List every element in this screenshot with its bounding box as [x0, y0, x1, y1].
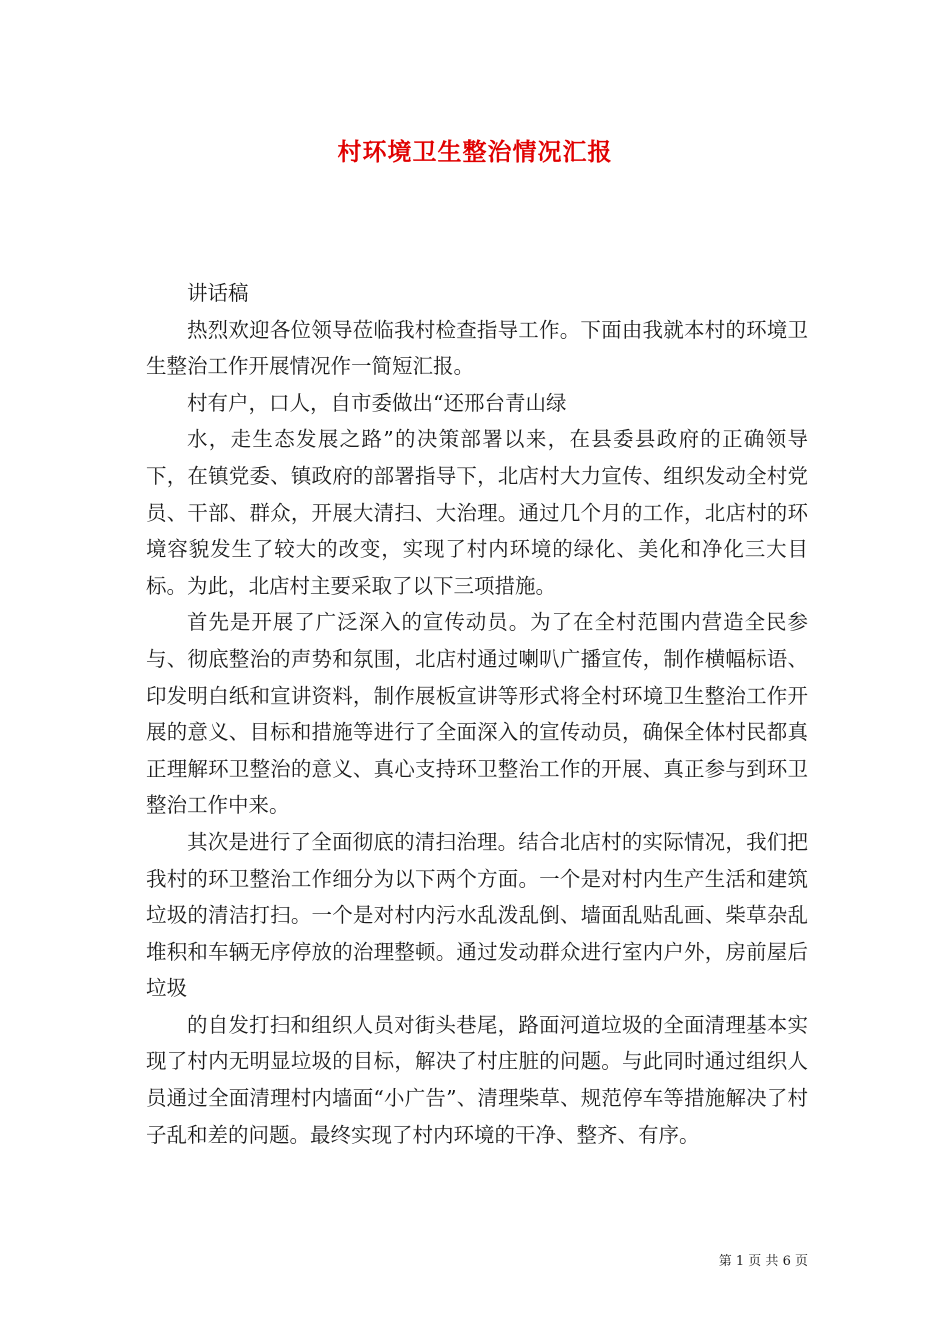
paragraph-results: 的自发打扫和组织人员对街头巷尾，路面河道垃圾的全面清理基本实现了村内无明显垃圾的目标，解决了村庄脏的问题。与此同时通过组织人员通过全面清理村内墙面“小广告”、清理柴草、规范停车等措施解决了村子乱和差的问题。最终实现了村内环境的干净、整齐、有序。	[146, 1012, 808, 1147]
paragraph-policy: 水，走生态发展之路”的决策部署以来，在县委县政府的正确领导下，在镇党委、镇政府的部署指导下，北店村大力宣传、组织发动全村党员、干部、群众，开展大清扫、大治理。通过几个月的工作，北店村的环境容貌发生了较大的改变，实现了村内环境的绿化、美化和净化三大目标。为此，北店村主要采取了以下三项措施。	[146, 427, 808, 598]
paragraph-village-intro: 村有户，口人，自市委做出“还邢台青山绿	[187, 390, 567, 415]
paragraph-speech-label: 讲话稿	[187, 281, 249, 305]
paragraph-publicity: 首先是开展了广泛深入的宣传动员。为了在全村范围内营造全民参与、彻底整治的声势和氛围，北店村通过喇叭广播宣传，制作横幅标语、印发明白纸和宣讲资料，制作展板宣讲等形式将全村环境卫生整治工作开展的意义、目标和措施等进行了全面深入的宣传动员，确保全体村民都真正理解环卫整治的意义、真心支持环卫整治工作的开展、真正参与到环卫整治工作中来。	[146, 610, 808, 818]
total-pages-number: 6	[782, 1254, 791, 1269]
document-body	[146, 275, 808, 1153]
paragraph-cleanup: 其次是进行了全面彻底的清扫治理。结合北店村的实际情况，我们把我村的环卫整治工作细分为以下两个方面。一个是对村内生产生活和建筑垃圾的清洁打扫。一个是对村内污水乱泼乱倒、墙面乱贴乱画、柴草杂乱堆积和车辆无序停放的治理整顿。通过发动群众进行室内户外，房前屋后垃圾	[146, 829, 808, 1001]
page-number-footer	[719, 1250, 808, 1269]
page-prefix: 第	[718, 1254, 732, 1269]
paragraph-welcome: 热烈欢迎各位领导莅临我村检查指导工作。下面由我就本村的环境卫生整治工作开展情况作一简短汇报。	[146, 317, 808, 379]
page-suffix: 页	[794, 1254, 808, 1269]
current-page-number: 1	[735, 1254, 745, 1269]
document-title: 村环境卫生整治情况汇报	[337, 137, 613, 166]
page-middle-text: 页 共	[748, 1254, 779, 1269]
